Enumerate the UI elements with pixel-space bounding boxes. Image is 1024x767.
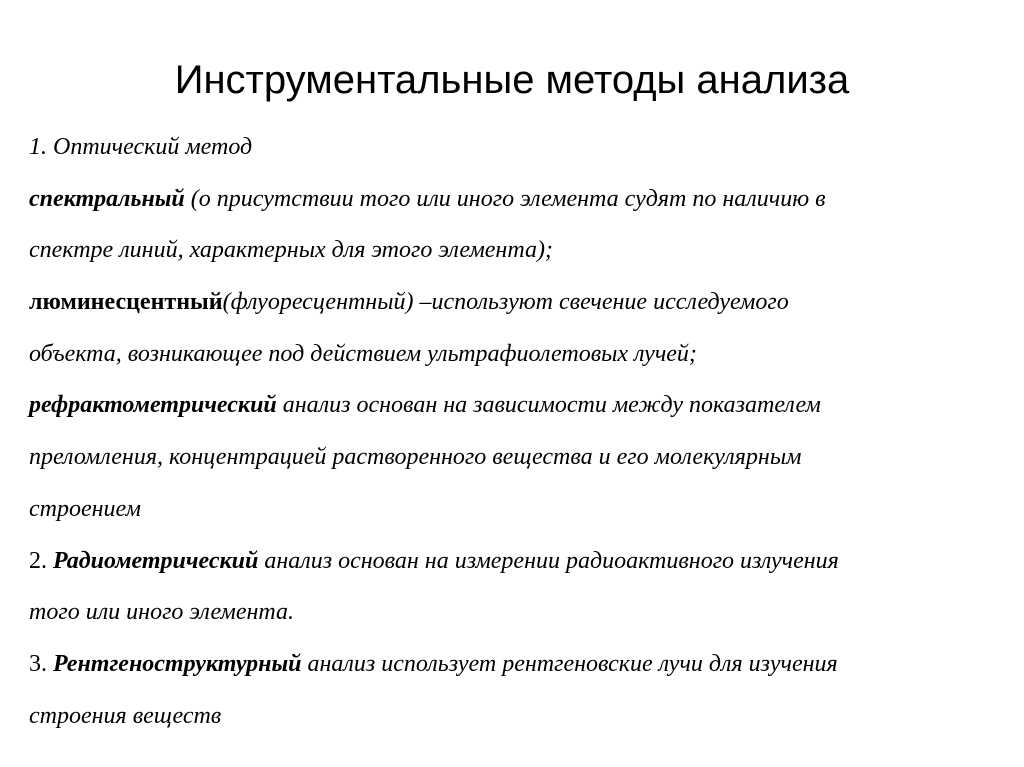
text-line bbox=[29, 691, 1004, 743]
text-line bbox=[29, 536, 1004, 588]
text-line bbox=[29, 432, 1004, 484]
text-line bbox=[29, 484, 1004, 536]
text-line bbox=[29, 225, 1004, 277]
term-description: объекта, возникающее под действием ультрафиолетовых лучей; bbox=[29, 340, 697, 367]
page-title: Инструментальные методы анализа bbox=[174, 58, 850, 102]
term-description: спектре линий, характерных для этого элемента); bbox=[29, 237, 553, 264]
term-description: строением bbox=[29, 495, 141, 522]
text-line bbox=[29, 122, 1004, 174]
term-spectral: спектральный bbox=[29, 185, 185, 212]
text-line bbox=[29, 380, 1004, 432]
section-heading-optical: 1. Оптический метод bbox=[29, 134, 253, 160]
text-line bbox=[29, 329, 1004, 381]
text-line bbox=[29, 277, 1004, 329]
text-line bbox=[29, 174, 1004, 226]
term-radiometric: Радиометрический bbox=[53, 547, 259, 574]
slide-body bbox=[29, 122, 1004, 742]
term-description: анализ использует рентгеновские лучи для изучения bbox=[301, 650, 838, 677]
text-line bbox=[29, 639, 1004, 691]
term-description: строения веществ bbox=[29, 702, 222, 729]
term-luminescent: люминесцентный bbox=[29, 289, 223, 316]
term-x-ray-structural: Рентгеноструктурный bbox=[53, 650, 302, 677]
term-refractometric: рефрактометрический bbox=[29, 392, 277, 419]
section-number: 3. bbox=[29, 650, 53, 677]
text-line bbox=[29, 587, 1004, 639]
term-description: преломления, концентрацией растворенного вещества и его молекулярным bbox=[29, 444, 802, 471]
term-description: анализ основан на измерении радиоактивного излучения bbox=[258, 547, 839, 574]
section-number: 2. bbox=[29, 547, 53, 574]
term-description: того или иного элемента. bbox=[29, 599, 295, 626]
term-description: анализ основан на зависимости между показателем bbox=[276, 392, 821, 419]
term-description: (о присутствии того или иного элемента судят по наличию в bbox=[184, 185, 826, 212]
term-description: (флуоресцентный) –используют свечение исследуемого bbox=[222, 289, 789, 316]
